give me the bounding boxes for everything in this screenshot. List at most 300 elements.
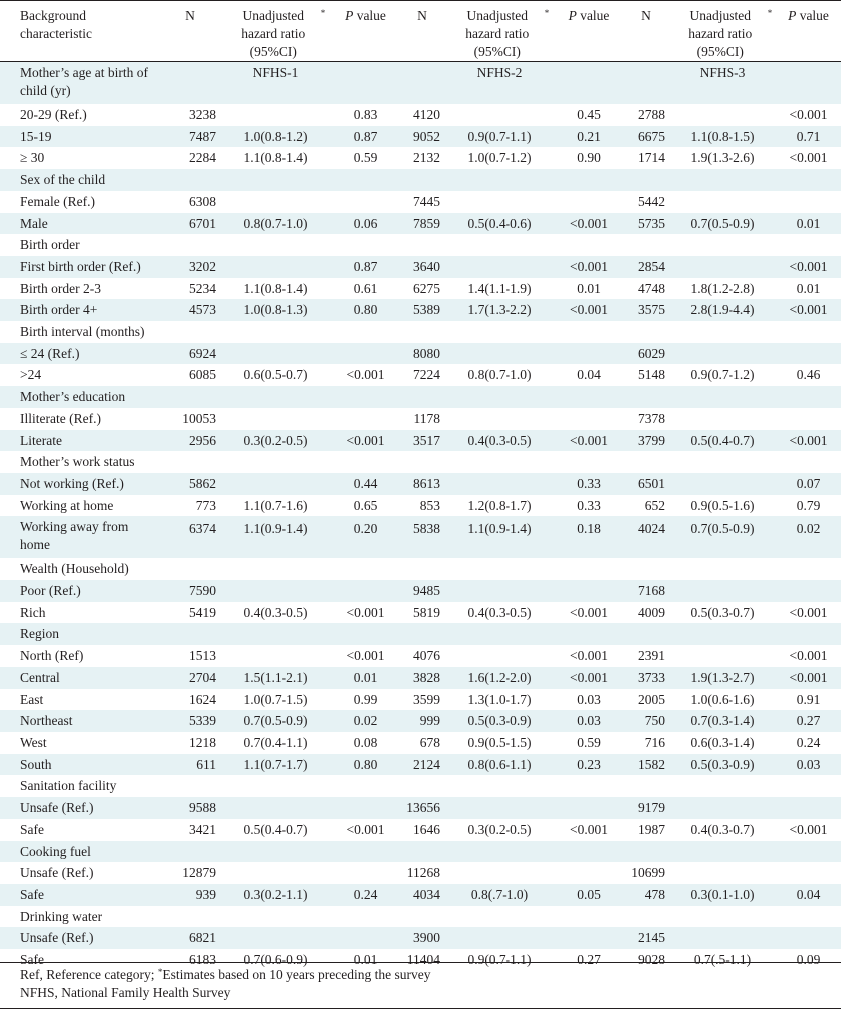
p-value-1: 0.20 [331,516,400,558]
table-row [0,580,841,602]
survey-label-2: NFHS-2 [444,62,555,105]
row-label: West [20,734,47,750]
hazard-ratio-1: 1.1(0.9-1.4) [220,516,331,558]
p-value-1: 0.59 [353,150,378,166]
hazard-ratio-2 [444,104,555,126]
p-value-1: 0.80 [331,754,400,776]
hazard-ratio-3: 0.7(0.3-1.4) [669,710,776,732]
n-value-3: 2788 [638,107,665,122]
hazard-ratio-3: 0.5(0.4-0.7) [669,430,776,452]
p-value-2: <0.001 [555,213,623,235]
hazard-ratio-2: 0.8(.7-1.0) [444,884,555,906]
hazard-ratio-1: 1.1(0.7-1.6) [243,497,308,513]
hazard-ratio-1 [220,862,331,884]
n-value-2: 5838 [400,516,444,558]
header-n-2: N [400,1,444,62]
p-value-2: <0.001 [570,648,608,664]
row-label-line2: home [20,537,50,553]
p-value-1: 0.02 [331,710,400,732]
row-label: Not working (Ref.) [0,473,160,495]
n-value-3: 6675 [623,126,669,148]
header-characteristic: Background characteristic [0,1,160,62]
hazard-ratio-3 [669,343,776,365]
n-value-3: 7378 [638,410,665,426]
table-row [0,689,841,711]
table-row [0,278,841,300]
section-header-row [0,558,841,580]
table-row [0,213,841,235]
p-value-1: 0.08 [353,734,378,750]
n-value-1: 6085 [189,367,216,383]
p-value-3: 0.91 [796,691,821,707]
p-value-3: 0.09 [796,952,821,968]
n-value-2: 7445 [413,193,440,209]
n-value-1: 5862 [160,473,220,495]
header-hr-2: Unadjusted hazard ratio (95%CI)* [444,1,555,62]
p-value-1: 0.24 [331,884,400,906]
hazard-ratio-2: 1.4(1.1-1.9) [467,280,532,296]
n-value-1: 1513 [189,648,216,664]
section-label: Sanitation facility [0,775,841,797]
row-label: Poor (Ref.) [0,580,160,602]
table-row [0,797,841,819]
n-value-2: 8613 [400,473,444,495]
p-value-2: 0.05 [555,884,623,906]
n-value-2: 3900 [400,927,444,949]
hazard-ratio-3: 1.0(0.6-1.6) [690,691,755,707]
row-label: Central [0,667,160,689]
header-p-3: P value [776,1,841,62]
n-value-3: 652 [644,497,665,513]
n-value-1: 3238 [189,107,216,122]
p-value-2: 0.04 [577,367,601,383]
row-label: First birth order (Ref.) [0,256,160,278]
p-value-1 [331,343,400,365]
section-label: Mother’s work status [0,451,841,473]
p-value-1: 0.06 [331,213,400,235]
n-value-1: 12879 [182,865,216,881]
row-label: Rich [20,604,46,620]
n-value-2: 11268 [406,865,440,881]
section-header-row [0,906,841,928]
header-hr-1: Unadjusted hazard ratio (95%CI)* [220,1,331,62]
table-row [0,884,841,906]
row-label: Male [0,213,160,235]
n-value-3: 10699 [631,865,665,881]
n-value-2: 13656 [400,797,444,819]
row-label: 15-19 [0,126,160,148]
p-value-3: 0.04 [776,884,841,906]
row-label: Female (Ref.) [20,193,95,209]
row-label: ≤ 24 (Ref.) [0,343,160,365]
section-header-row [0,623,841,645]
table-row [0,343,841,365]
row-label: South [0,754,160,776]
p-value-2: 0.03 [577,691,601,707]
table-row [0,408,841,430]
age-section-row [0,62,841,105]
hazard-ratio-3: 0.3(0.1-1.0) [669,884,776,906]
section-header-row [0,775,841,797]
hazard-ratio-2: 1.6(1.2-2.0) [444,667,555,689]
hazard-ratio-3 [669,580,776,602]
row-label: North (Ref) [20,648,84,664]
p-value-2 [555,343,623,365]
table-row [0,602,841,624]
hazard-ratio-1: 0.7(0.6-0.9) [243,952,308,968]
p-value-1: <0.001 [346,648,385,664]
n-value-2: 1646 [413,821,440,837]
n-value-1: 611 [160,754,220,776]
p-value-3: <0.001 [776,256,841,278]
age-section-label: Mother’s age at birth of child (yr) [0,62,160,105]
n-value-3: 4024 [623,516,669,558]
n-value-3: 2854 [623,256,669,278]
hazard-ratio-1: 0.7(0.4-1.1) [243,734,308,750]
n-value-3: 4009 [638,604,665,620]
row-label: >24 [20,367,42,383]
n-value-3: 5148 [638,367,665,383]
n-value-3: 478 [623,884,669,906]
n-value-2: 5389 [400,299,444,321]
row-label: Northeast [0,710,160,732]
hazard-ratio-3 [669,104,776,126]
p-value-3: <0.001 [776,299,841,321]
n-value-2: 4034 [400,884,444,906]
p-value-1 [331,191,400,213]
survey-label-1: NFHS-1 [220,62,331,105]
hazard-ratio-3 [669,473,776,495]
n-value-3: 5735 [623,213,669,235]
p-value-3: 0.03 [776,754,841,776]
p-value-2: 0.90 [577,150,601,166]
table-row [0,862,841,884]
p-value-3: <0.001 [789,648,828,664]
row-label: Birth order 2-3 [20,280,101,296]
p-value-2: 0.03 [555,710,623,732]
table-row [0,126,841,148]
section-label: Drinking water [0,906,841,928]
p-value-3: <0.001 [776,430,841,452]
hazard-ratio-2 [444,191,555,213]
row-label: Safe [20,821,44,837]
header-hr-3: Unadjusted hazard ratio (95%CI)* [669,1,776,62]
hazard-ratio-2 [444,580,555,602]
p-value-2 [555,408,623,430]
hazard-ratio-1 [220,191,331,213]
p-value-3: 0.07 [776,473,841,495]
n-value-2: 3828 [400,667,444,689]
hazard-ratio-2: 0.9(0.7-1.1) [467,952,532,968]
hazard-ratio-2 [444,473,555,495]
p-value-3: <0.001 [776,667,841,689]
n-value-2: 9052 [400,126,444,148]
p-value-3: 0.27 [776,710,841,732]
table-row [0,104,841,126]
n-value-1: 6183 [189,952,216,968]
section-header-row [0,234,841,256]
hazard-ratio-3: 0.7(.5-1.1) [693,952,752,968]
hazard-ratio-2: 1.1(0.9-1.4) [444,516,555,558]
p-value-2: <0.001 [570,821,608,837]
row-label: Unsafe (Ref.) [20,865,94,881]
hazard-ratio-1: 1.0(0.8-1.2) [220,126,331,148]
hazard-ratio-3: 0.5(0.3-0.7) [690,604,755,620]
hazard-ratio-1: 0.5(0.4-0.7) [243,821,308,837]
hazard-ratio-3: 0.9(0.5-1.6) [690,497,755,513]
hazard-ratio-3: 1.1(0.8-1.5) [669,126,776,148]
hazard-ratio-2: 0.8(0.7-1.0) [467,367,532,383]
n-value-3: 2391 [638,648,665,664]
p-value-3: 0.01 [796,280,821,296]
hazard-ratio-2 [444,645,555,667]
n-value-3: 2005 [638,691,665,707]
table-row [0,147,841,169]
n-value-2: 3640 [400,256,444,278]
hazard-ratio-1: 0.8(0.7-1.0) [220,213,331,235]
n-value-2: 853 [419,497,440,513]
n-value-3: 5442 [638,193,665,209]
hazard-ratio-1 [220,580,331,602]
row-label: Unsafe (Ref.) [0,797,160,819]
p-value-3: 0.01 [776,213,841,235]
n-value-3: 2145 [623,927,669,949]
section-label: Sex of the child [0,169,841,191]
p-value-1 [331,580,400,602]
n-value-2: 678 [419,734,440,750]
footnote-ref: Ref, Reference category; *Estimates based on 10 years preceding the survey [20,967,431,982]
table-row [0,473,841,495]
n-value-1: 7590 [160,580,220,602]
p-value-1 [331,927,400,949]
row-label: Working at home [20,497,114,513]
p-value-3 [776,580,841,602]
hazard-ratio-3: 1.8(1.2-2.8) [690,280,755,296]
hazard-ratio-2: 0.9(0.7-1.1) [444,126,555,148]
p-value-3: 0.24 [796,734,821,750]
row-label-line1: Working away from [20,519,129,535]
n-value-1: 773 [195,497,216,513]
hazard-ratio-1: 1.0(0.8-1.3) [220,299,331,321]
hazard-ratio-2 [444,408,555,430]
hazard-ratio-1 [220,256,331,278]
p-value-3: <0.001 [789,821,828,837]
n-value-3: 3733 [623,667,669,689]
n-value-2: 1178 [413,410,440,426]
p-value-3 [776,408,841,430]
row-label: ≥ 30 [20,150,45,166]
row-label: Safe [20,952,44,968]
p-value-2 [555,580,623,602]
p-value-2: 0.45 [577,107,601,122]
section-label: Birth order [0,234,841,256]
n-value-2: 5819 [413,604,440,620]
hazard-ratio-3 [669,408,776,430]
p-value-3 [776,797,841,819]
p-value-2: <0.001 [555,667,623,689]
row-label: Illiterate (Ref.) [20,410,101,426]
n-value-1: 1624 [189,691,216,707]
n-value-2: 8080 [400,343,444,365]
n-value-2: 7224 [413,367,440,383]
n-value-2: 2132 [413,150,440,166]
n-value-1: 7487 [160,126,220,148]
table-row [0,732,841,754]
header-p-2: P value [555,1,623,62]
p-value-3 [776,191,841,213]
p-value-1 [331,862,400,884]
row-label: Birth order 4+ [0,299,160,321]
table-row [0,516,841,558]
hazard-ratio-2: 1.7(1.3-2.2) [444,299,555,321]
hazard-ratio-1: 0.7(0.5-0.9) [220,710,331,732]
hazard-ratio-3: 2.8(1.9-4.4) [669,299,776,321]
hazard-ratio-2: 0.5(0.4-0.6) [444,213,555,235]
section-label: Cooking fuel [0,841,841,863]
n-value-1: 9588 [160,797,220,819]
table-row [0,710,841,732]
p-value-1 [331,797,400,819]
hazard-ratio-2 [444,927,555,949]
hazard-ratio-1: 0.6(0.5-0.7) [243,367,308,383]
n-value-3: 3799 [623,430,669,452]
footnote-bottom-rule [0,1008,841,1009]
table-row [0,256,841,278]
hazard-ratio-3 [669,256,776,278]
table-row [0,819,841,841]
hazard-ratio-2: 0.3(0.2-0.5) [467,821,532,837]
p-value-1: <0.001 [331,430,400,452]
p-value-3: 0.02 [776,516,841,558]
p-value-1: 0.65 [353,497,378,513]
header-p-1: P value [331,1,400,62]
p-value-3 [776,927,841,949]
row-label: Safe [0,884,160,906]
hazard-ratio-1 [220,343,331,365]
p-value-3 [776,343,841,365]
p-value-2: 0.33 [555,473,623,495]
n-value-2: 4076 [413,648,440,664]
n-value-2: 4120 [413,107,440,122]
row-label: 20-29 (Ref.) [20,107,87,122]
table-row [0,364,841,386]
n-value-2: 2124 [400,754,444,776]
p-value-2: 0.27 [577,952,601,968]
n-value-1: 6924 [160,343,220,365]
p-value-2 [555,927,623,949]
header-row [0,1,841,62]
hazard-ratio-3: 0.4(0.3-0.7) [690,821,755,837]
n-value-1: 5419 [189,604,216,620]
hazard-ratio-1: 0.3(0.2-1.1) [220,884,331,906]
n-value-3: 3575 [623,299,669,321]
p-value-3: 0.71 [776,126,841,148]
n-value-3: 4748 [638,280,665,296]
n-value-3: 1987 [638,821,665,837]
hazard-ratio-2: 0.4(0.3-0.5) [444,430,555,452]
n-value-1: 3421 [189,821,216,837]
p-value-1: 0.83 [353,107,378,122]
hazard-ratio-3 [669,862,776,884]
row-label [0,516,160,558]
n-value-3: 1582 [623,754,669,776]
n-value-1: 2704 [160,667,220,689]
hazard-ratio-1 [220,927,331,949]
row-label: East [20,691,44,707]
p-value-2: 0.23 [555,754,623,776]
hazard-ratio-3: 0.9(0.7-1.2) [690,367,755,383]
p-value-3 [776,862,841,884]
n-value-1: 939 [160,884,220,906]
hazard-ratio-2: 1.0(0.7-1.2) [467,150,532,166]
section-header-row [0,321,841,343]
hazard-ratio-1 [220,408,331,430]
p-value-1: 0.99 [353,691,378,707]
n-value-1: 2956 [160,430,220,452]
header-n-1: N [160,1,220,62]
section-header-row [0,451,841,473]
hazard-ratio-2: 0.5(0.3-0.9) [444,710,555,732]
hazard-ratio-2 [444,862,555,884]
n-value-2: 9485 [400,580,444,602]
hazard-ratio-1 [220,797,331,819]
p-value-2: <0.001 [555,299,623,321]
hazard-ratio-3: 1.9(1.3-2.7) [669,667,776,689]
p-value-2: 0.59 [577,734,601,750]
n-value-3: 7168 [623,580,669,602]
hazard-ratio-2: 0.8(0.6-1.1) [444,754,555,776]
table-row [0,495,841,517]
hazard-ratio-2: 1.2(0.8-1.7) [467,497,532,513]
table-row [0,299,841,321]
section-label: Birth interval (months) [0,321,841,343]
table-row [0,754,841,776]
hazard-ratio-1: 1.1(0.7-1.7) [220,754,331,776]
hazard-ratio-1 [220,104,331,126]
p-value-1: <0.001 [346,367,385,383]
p-value-2: 0.01 [577,280,601,296]
hazard-ratio-1: 1.5(1.1-2.1) [220,667,331,689]
hazard-ratio-2: 0.9(0.5-1.5) [467,734,532,750]
p-value-2: <0.001 [555,256,623,278]
p-value-3: 0.46 [796,367,821,383]
table-bottom-rule [0,962,841,963]
p-value-1: <0.001 [346,604,385,620]
p-value-1: 0.87 [331,256,400,278]
p-value-1: 0.01 [353,952,378,968]
p-value-3: <0.001 [789,604,828,620]
hazard-ratio-3 [669,797,776,819]
p-value-3: <0.001 [789,150,828,166]
n-value-3: 9179 [623,797,669,819]
p-value-1: 0.44 [331,473,400,495]
n-value-2: 999 [400,710,444,732]
section-label: Region [0,623,841,645]
n-value-3: 9028 [638,952,665,968]
n-value-3: 6501 [623,473,669,495]
section-header-row [0,386,841,408]
hazard-ratio-2 [444,797,555,819]
hazard-ratio-3: 0.7(0.5-0.9) [669,213,776,235]
n-value-1: 6374 [160,516,220,558]
hazard-ratio-3 [669,645,776,667]
table-footnotes [20,966,430,1002]
n-value-3: 6029 [623,343,669,365]
hazard-ratio-2 [444,256,555,278]
hazard-ratio-1 [220,473,331,495]
hazard-ratio-1: 0.4(0.3-0.5) [243,604,308,620]
section-header-row [0,169,841,191]
